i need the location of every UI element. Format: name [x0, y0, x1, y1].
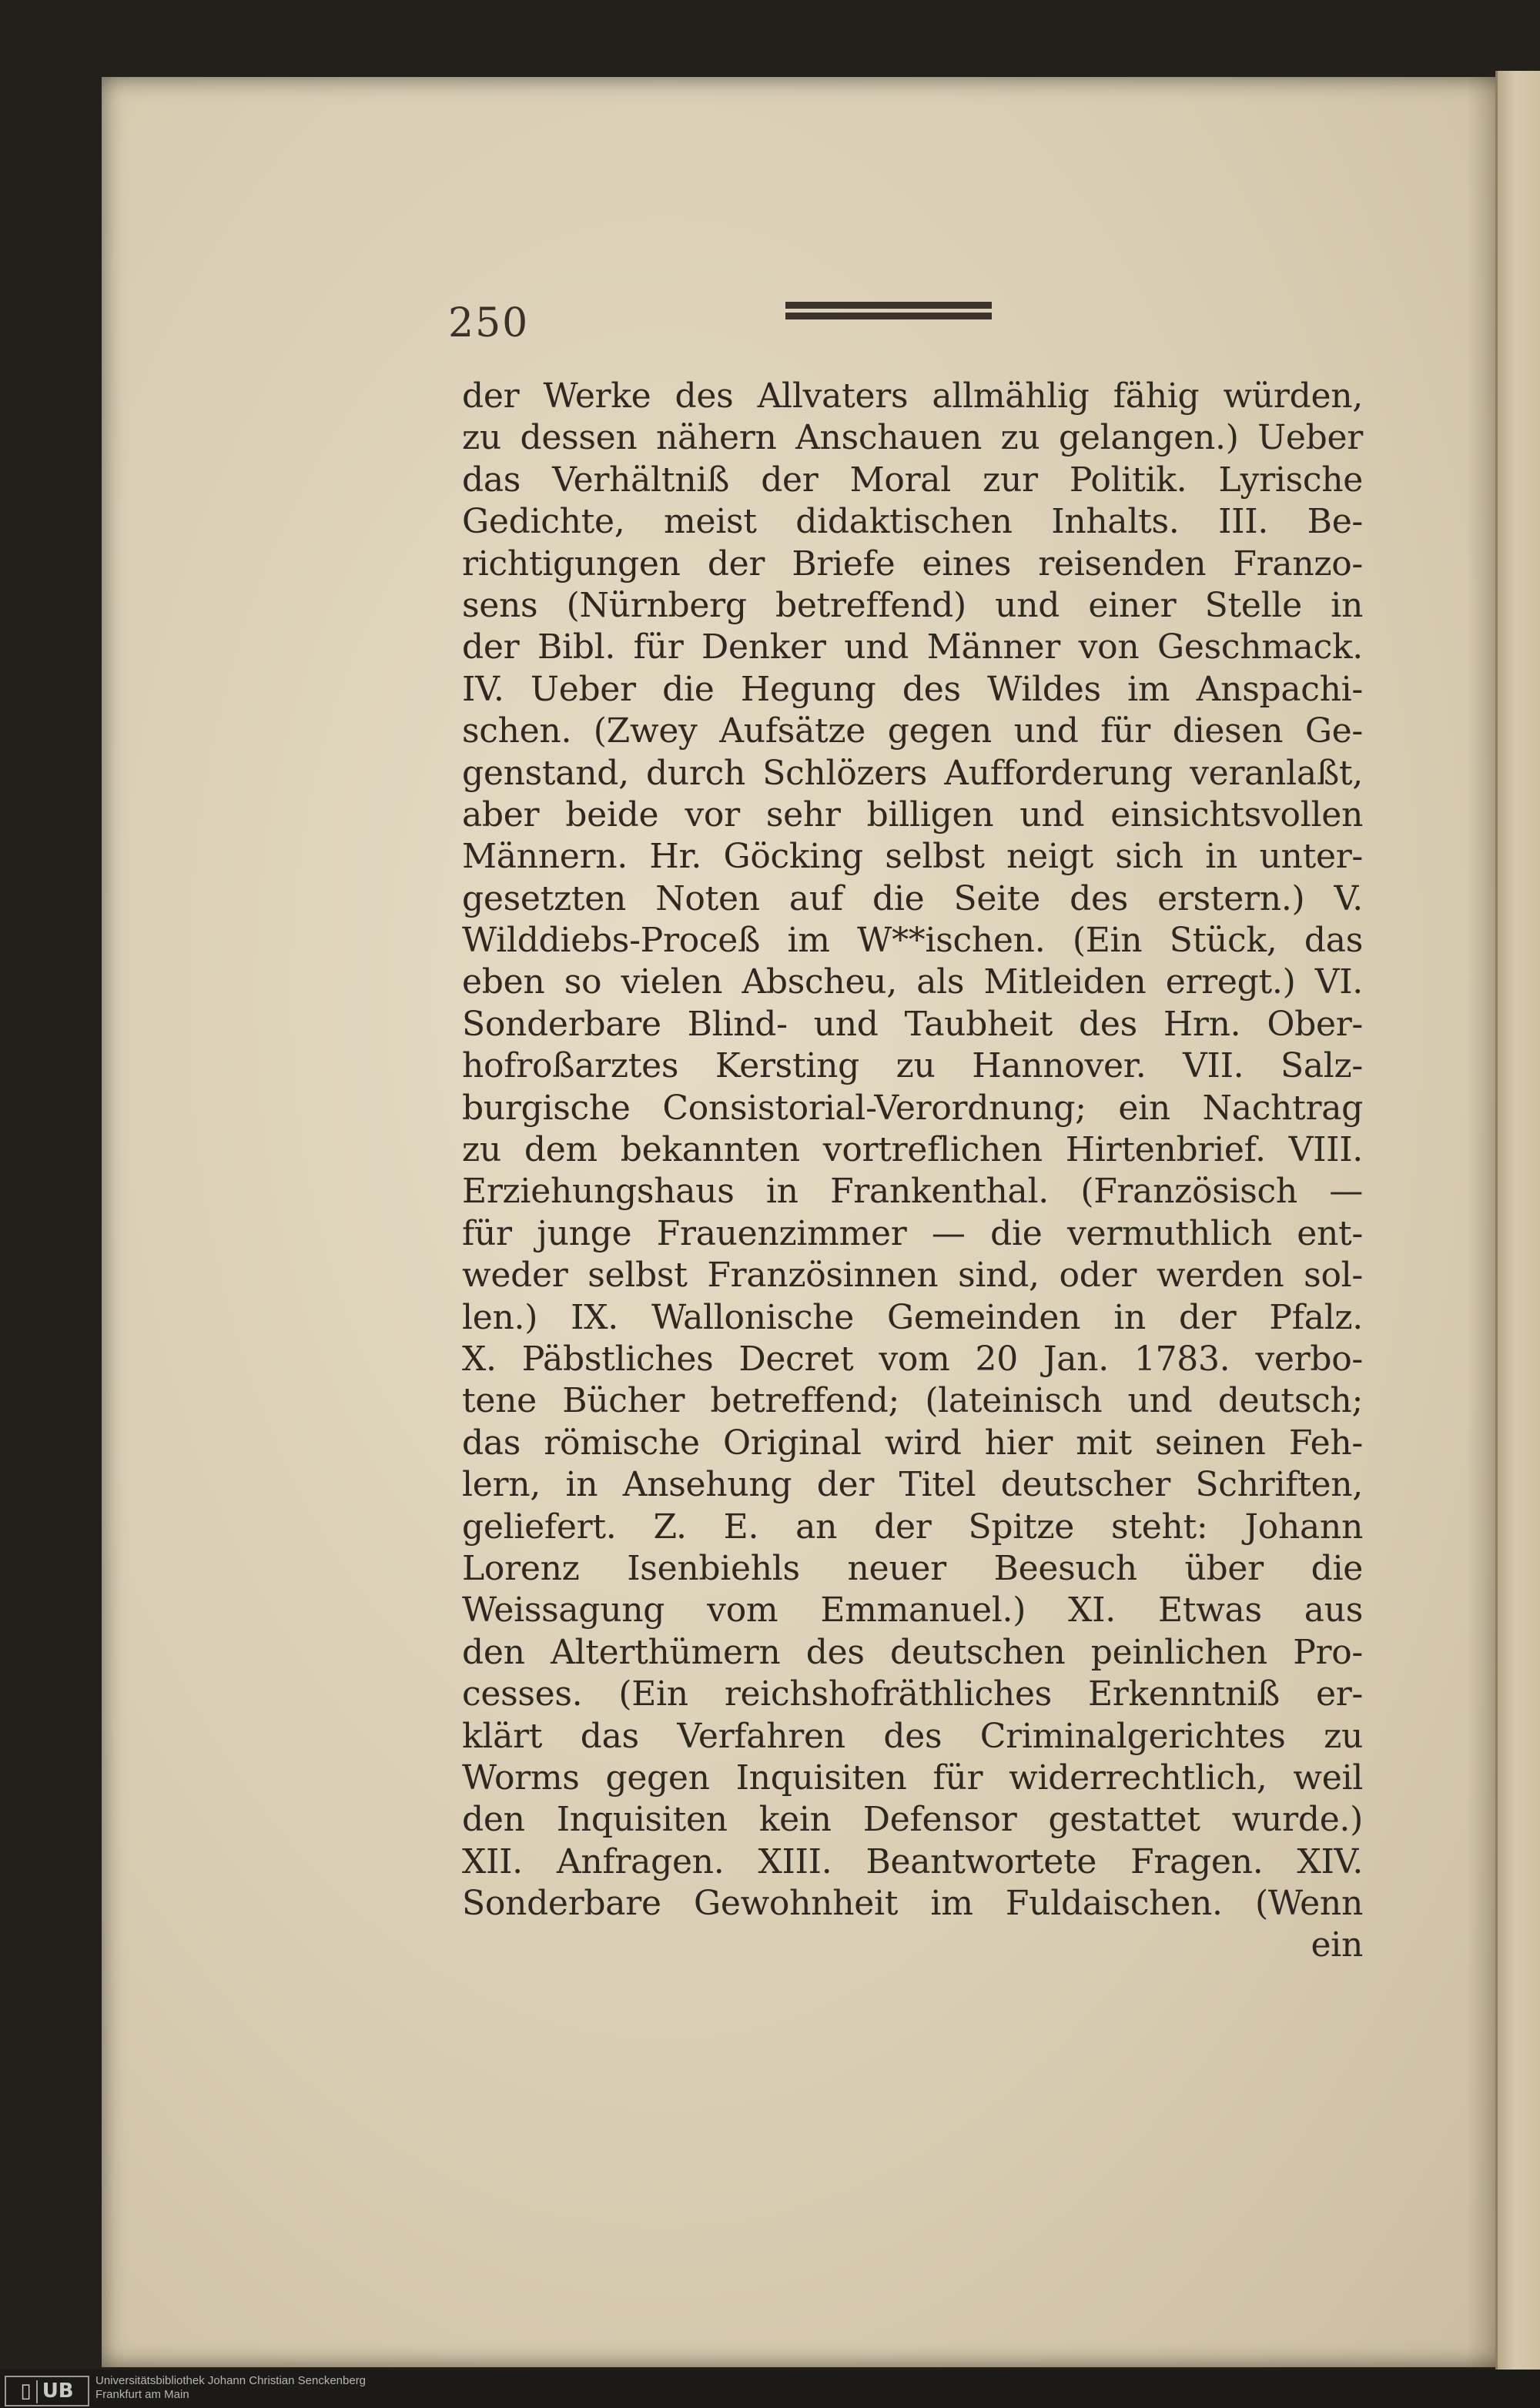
- text-line: zu dem bekannten vortreflichen Hirtenbrief. VIII.: [462, 1130, 1363, 1170]
- page-number: 250: [448, 300, 530, 346]
- text-line: sens (Nürnberg betreffend) und einer Stelle in: [462, 585, 1363, 625]
- text-line: Männern. Hr. Göcking selbst neigt sich in unter-: [462, 837, 1363, 877]
- body-text: [462, 376, 1363, 1967]
- text-line: Sonderbare Gewohnheit im Fuldaischen. (Wenn: [462, 1884, 1363, 1924]
- text-line: zu dessen nähern Anschauen zu gelangen.) Ueber: [462, 418, 1363, 458]
- text-line: IV. Ueber die Hegung des Wildes im Anspachi-: [462, 669, 1363, 709]
- text-line: schen. (Zwey Aufsätze gegen und für diesen Ge-: [462, 711, 1363, 751]
- library-footer: [0, 2370, 1540, 2408]
- text-line: lern, in Ansehung der Titel deutscher Schriften,: [462, 1465, 1363, 1505]
- text-line: den Alterthümern des deutschen peinlichen Pro-: [462, 1632, 1363, 1672]
- text-line: den Inquisiten kein Defensor gestattet wurde.): [462, 1800, 1363, 1840]
- text-line: eben so vielen Abscheu, als Mitleiden erregt.) VI.: [462, 962, 1363, 1002]
- text-line: len.) IX. Wallonische Gemeinden in der Pfalz.: [462, 1297, 1363, 1337]
- text-line: Gedichte, meist didaktischen Inhalts. III. Be-: [462, 502, 1363, 542]
- text-line: hofroßarztes Kersting zu Hannover. VII. Salz-: [462, 1046, 1363, 1086]
- header-ornament-rule: [785, 302, 992, 322]
- text-line: aber beide vor sehr billigen und einsichtsvollen: [462, 794, 1363, 834]
- text-line: ein: [1311, 1925, 1363, 1965]
- text-line: klärt das Verfahren des Criminalgerichtes zu: [462, 1716, 1363, 1756]
- text-line: gesetzten Noten auf die Seite des erstern.) V.: [462, 878, 1363, 918]
- text-line: Wilddiebs-Proceß im W**ischen. (Ein Stück, das: [462, 921, 1363, 961]
- text-line: der Werke des Allvaters allmählig fähig würden,: [462, 376, 1363, 416]
- text-line: richtigungen der Briefe eines reisenden Franzo-: [462, 543, 1363, 584]
- library-logo: ▯ UB: [5, 2376, 89, 2406]
- text-line: cesses. (Ein reichshofräthliches Erkenntniß er-: [462, 1674, 1363, 1714]
- library-name-line2: Frankfurt am Main: [95, 2388, 189, 2401]
- text-line: weder selbst Französinnen sind, oder werden sol-: [462, 1256, 1363, 1296]
- text-line: das Verhältniß der Moral zur Politik. Lyrische: [462, 460, 1363, 500]
- next-page-edge: [1495, 71, 1540, 2373]
- text-line: Worms gegen Inquisiten für widerrechtlich, weil: [462, 1758, 1363, 1798]
- text-line: für junge Frauenzimmer — die vermuthlich ent-: [462, 1213, 1363, 1253]
- text-line: der Bibl. für Denker und Männer von Geschmack.: [462, 627, 1363, 667]
- text-line: Lorenz Isenbiehls neuer Beesuch über die: [462, 1548, 1363, 1588]
- text-line: genstand, durch Schlözers Aufforderung veranlaßt,: [462, 753, 1363, 793]
- gutter-shadow: [1467, 77, 1498, 2367]
- text-line: XII. Anfragen. XIII. Beantwortete Fragen. XIV.: [462, 1841, 1363, 1881]
- text-line: geliefert. Z. E. an der Spitze steht: Johann: [462, 1507, 1363, 1547]
- text-line: Weissagung vom Emmanuel.) XI. Etwas aus: [462, 1590, 1363, 1630]
- logo-mark-icon: ▯: [20, 2380, 32, 2403]
- text-line: tene Bücher betreffend; (lateinisch und deutsch;: [462, 1381, 1363, 1421]
- text-line: das römische Original wird hier mit seinen Feh-: [462, 1423, 1363, 1463]
- text-line: X. Päbstliches Decret vom 20 Jan. 1783. verbo-: [462, 1339, 1363, 1379]
- library-name-line1: Universitätsbibliothek Johann Christian Senckenberg: [95, 2374, 367, 2387]
- text-line: Sonderbare Blind- und Taubheit des Hrn. Ober-: [462, 1004, 1363, 1044]
- text-line: Erziehungshaus in Frankenthal. (Französisch —: [462, 1172, 1363, 1212]
- text-line: burgische Consistorial-Verordnung; ein Nachtrag: [462, 1088, 1363, 1128]
- library-name: [95, 2374, 366, 2402]
